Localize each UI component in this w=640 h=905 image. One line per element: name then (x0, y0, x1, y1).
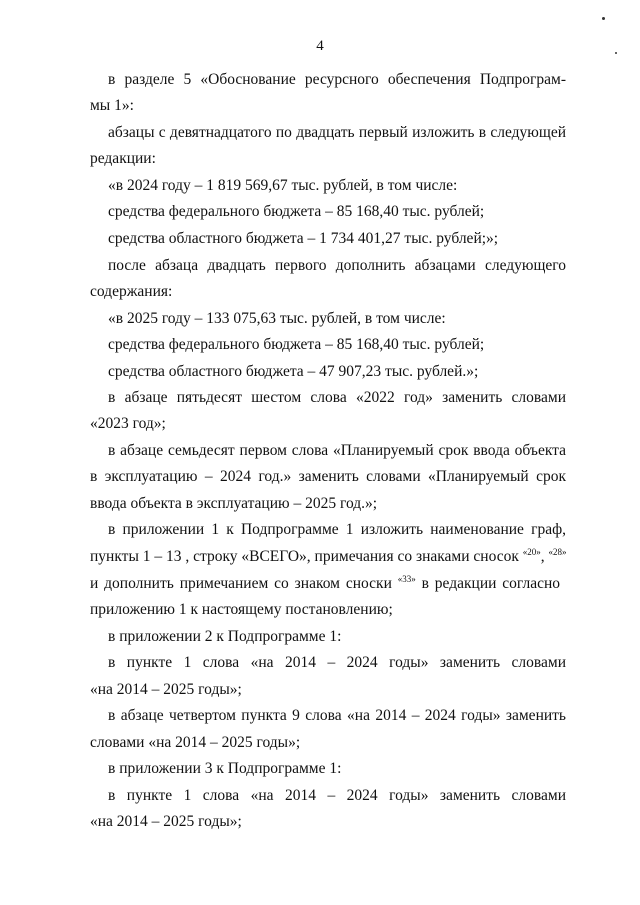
footnote-separator: , (540, 548, 545, 565)
footnote-mark: «33» (397, 574, 416, 584)
text-line: в пункте 1 слова «на 2014 – 2024 годы» заменить словами (108, 787, 566, 804)
text-line: средства областного бюджета – 47 907,23 тыс. рублей.»; (108, 363, 479, 380)
text-line: словами «на 2014 – 2025 годы»; (90, 734, 301, 751)
text-line: абзацы с девятнадцатого по двадцать первый изложить в следующей (108, 124, 566, 141)
text-line: «в 2024 году – 1 819 569,67 тыс. рублей, в том числе: (108, 177, 458, 194)
scan-speck (602, 17, 605, 20)
text-fragment: пункты 1 – 13 , строку «ВСЕГО», примечания со знаками сносок (90, 548, 519, 565)
text-line: средства федерального бюджета – 85 168,40 тыс. рублей; (108, 336, 485, 353)
text-line: «на 2014 – 2025 годы»; (90, 813, 242, 830)
text-line: в разделе 5 «Обоснование ресурсного обеспечения Подпрограм- (108, 71, 566, 88)
text-line: ввода объекта в эксплуатацию – 2025 год.»; (90, 495, 378, 512)
text-line: в пункте 1 слова «на 2014 – 2024 годы» заменить словами (108, 654, 566, 671)
text-line: средства федерального бюджета – 85 168,40 тыс. рублей; (108, 203, 485, 220)
text-line (90, 547, 566, 567)
text-line: в приложении 2 к Подпрограмме 1: (108, 628, 342, 645)
text-line: в абзаце пятьдесят шестом слова «2022 год» заменить словами (108, 389, 566, 406)
text-line: приложению 1 к настоящему постановлению; (90, 601, 393, 618)
text-line: в абзаце семьдесят первом слова «Планируемый срок ввода объекта (108, 442, 566, 459)
text-line: в приложении 1 к Подпрограмме 1 изложить наименование граф, (108, 521, 566, 538)
text-line: в приложении 3 к Подпрограмме 1: (108, 760, 342, 777)
text-line: мы 1»: (90, 97, 134, 114)
text-line: «2023 год»; (90, 415, 166, 432)
text-line (90, 574, 566, 594)
text-line: «на 2014 – 2025 годы»; (90, 681, 242, 698)
page-number: 4 (316, 38, 324, 54)
text-line: «в 2025 году – 133 075,63 тыс. рублей, в том числе: (108, 310, 446, 327)
text-line: редакции: (90, 150, 156, 167)
text-fragment: в редакции согласно (421, 575, 561, 592)
text-fragment: и дополнить примечанием со знаком сноски (90, 575, 392, 592)
text-line: средства областного бюджета – 1 734 401,27 тыс. рублей;»; (108, 230, 499, 247)
footnote-mark: «28» (548, 547, 567, 557)
text-line: после абзаца двадцать первого дополнить абзацами следующего (108, 257, 566, 274)
text-line: содержания: (90, 283, 173, 300)
footnote-mark: «20» (522, 547, 541, 557)
text-line: в абзаце четвертом пункта 9 слова «на 2014 – 2024 годы» заменить (108, 707, 566, 724)
text-line: в эксплуатацию – 2024 год.» заменить словами «Планируемый срок (90, 468, 566, 485)
